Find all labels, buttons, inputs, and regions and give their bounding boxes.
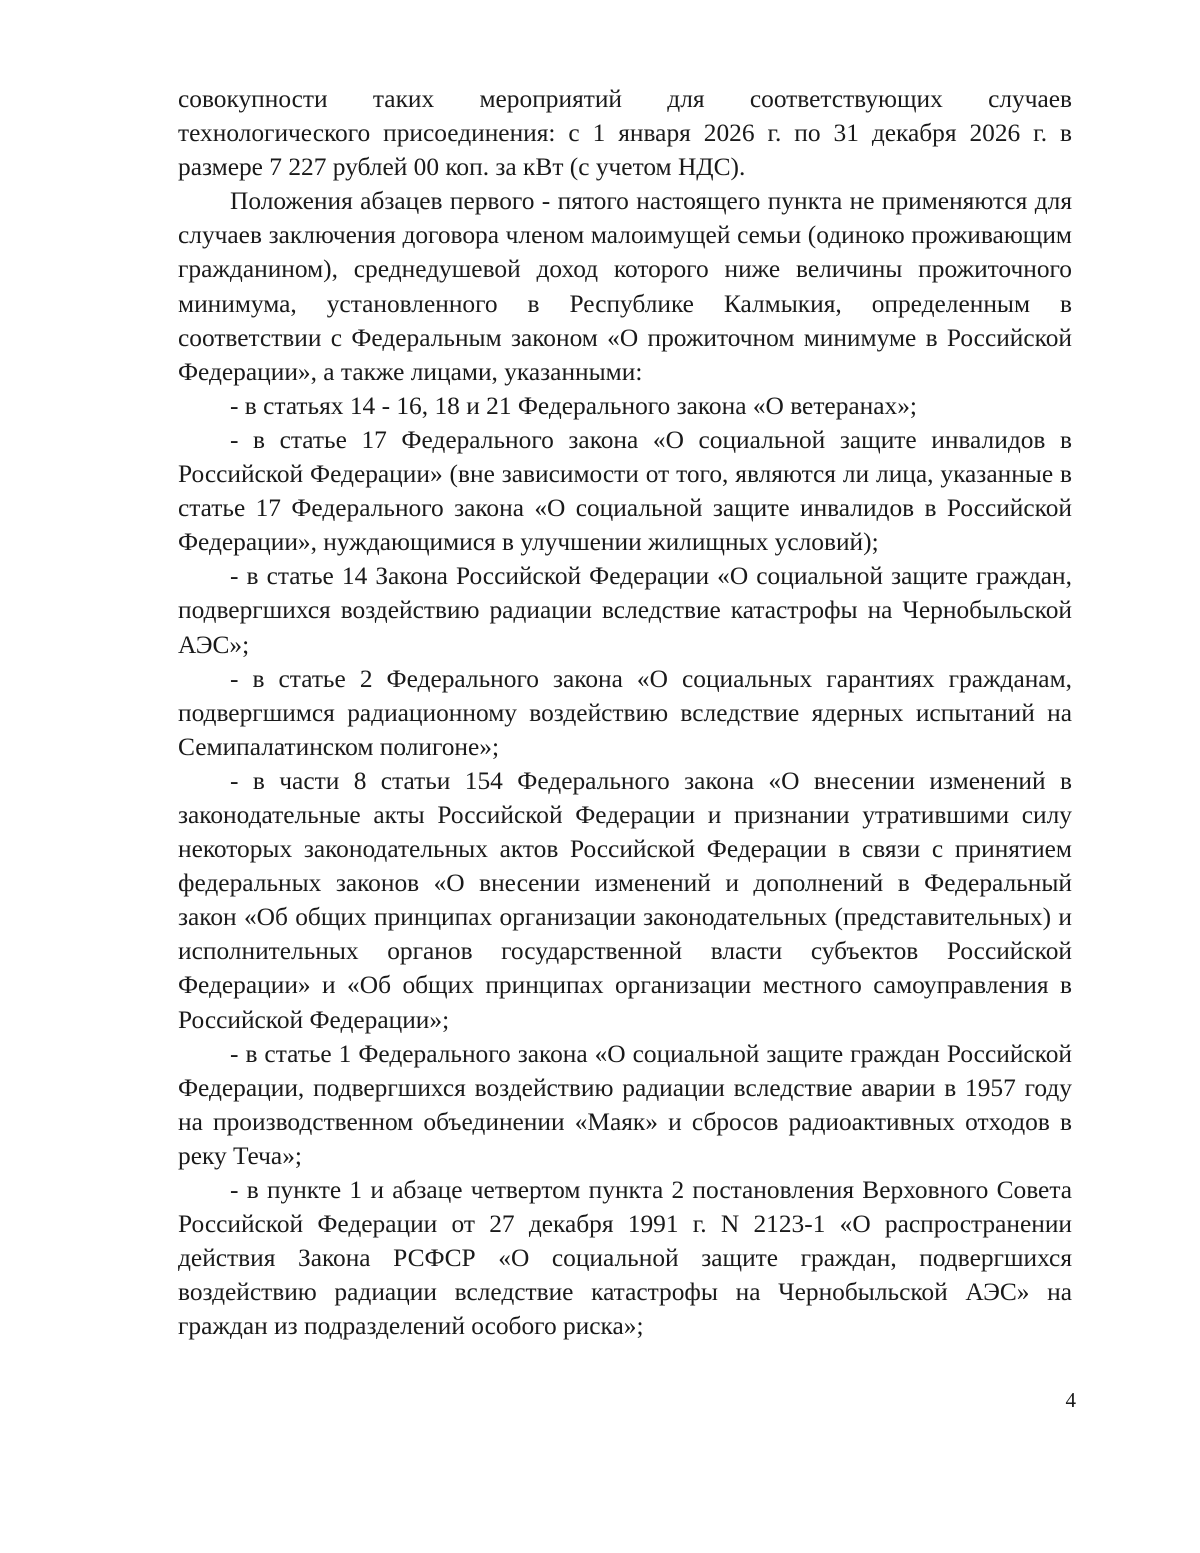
list-item-mayak-law: - в статье 1 Федерального закона «О социальной защите граждан Российской Федерации, подвергшихся воздействию радиации вследствие аварии в 1957 году на производственном объединении «Маяк» и сбросов радиоактивных отходов в реку Теча»; [178,1039,1072,1170]
list-item-veterans-law: - в статьях 14 - 16, 18 и 21 Федерального закона «О ветеранах»; [230,391,917,420]
list-item-chernobyl-law: - в статье 14 Закона Российской Федерации «О социальной защите граждан, подвергшихся воздействию радиации вследствие катастрофы на Чернобыльской АЭС»; [178,562,1072,659]
list-item-article-154-law: - в части 8 статьи 154 Федерального закона «О внесении изменений в законодательные акты Российской Федерации и признании утратившими силу некоторых законодательных актов Российской Федерации в связи с принятием федеральных законов «О внесении изменений и дополнений в Федеральный закон «Об общих принципах организации законодательных (представительных) и исполнительных органов государственной власти субъектов Российской Федерации» и «Об общих принципах организации местного самоуправления в Российской Федерации»; [178,766,1072,1034]
list-item-supreme-council-resolution: - в пункте 1 и абзаце четвертом пункта 2 постановления Верховного Совета Российской Федерации от 27 декабря 1991 г. N 2123-1 «О распространении действия Закона РСФСР «О социальной защите граждан, подвергшихся воздействию радиации вследствие катастрофы на Чернобыльской АЭС» на граждан из подразделений особого риска»; [178,1176,1072,1341]
paragraph-exemptions-intro: Положения абзацев первого - пятого настоящего пункта не применяются для случаев заключения договора членом малоимущей семьи (одиноко проживающим гражданином), среднедушевой доход которого ниже величины прожиточного минимума, установленного в Республике Калмыкия, определенным в соответствии с Федеральным законом «О прожиточном минимуме в Российской Федерации», а также лицами, указанными: [178,187,1072,386]
list-item-disabled-protection-law: - в статье 17 Федерального закона «О социальной защите инвалидов в Российской Федерации» (вне зависимости от того, являются ли лица, указанные в статье 17 Федерального закона «О социальной защите инвалидов в Российской Федерации», нуждающимися в улучшении жилищных условий); [178,425,1072,557]
document-body [178,82,1072,1343]
list-item-semipalatinsk-law: - в статье 2 Федерального закона «О социальных гарантиях гражданам, подвергшимся радиационному воздействию вследствие ядерных испытаний на Семипалатинском полигоне»; [178,664,1072,761]
paragraph-continuation-tariff: совокупности таких мероприятий для соответствующих случаев технологического присоединения: с 1 января 2026 г. по 31 декабря 2026 г. в размере 7 227 рублей 00 коп. за кВт (с учетом НДС). [178,85,1072,182]
page-number: 4 [1065,1388,1076,1412]
